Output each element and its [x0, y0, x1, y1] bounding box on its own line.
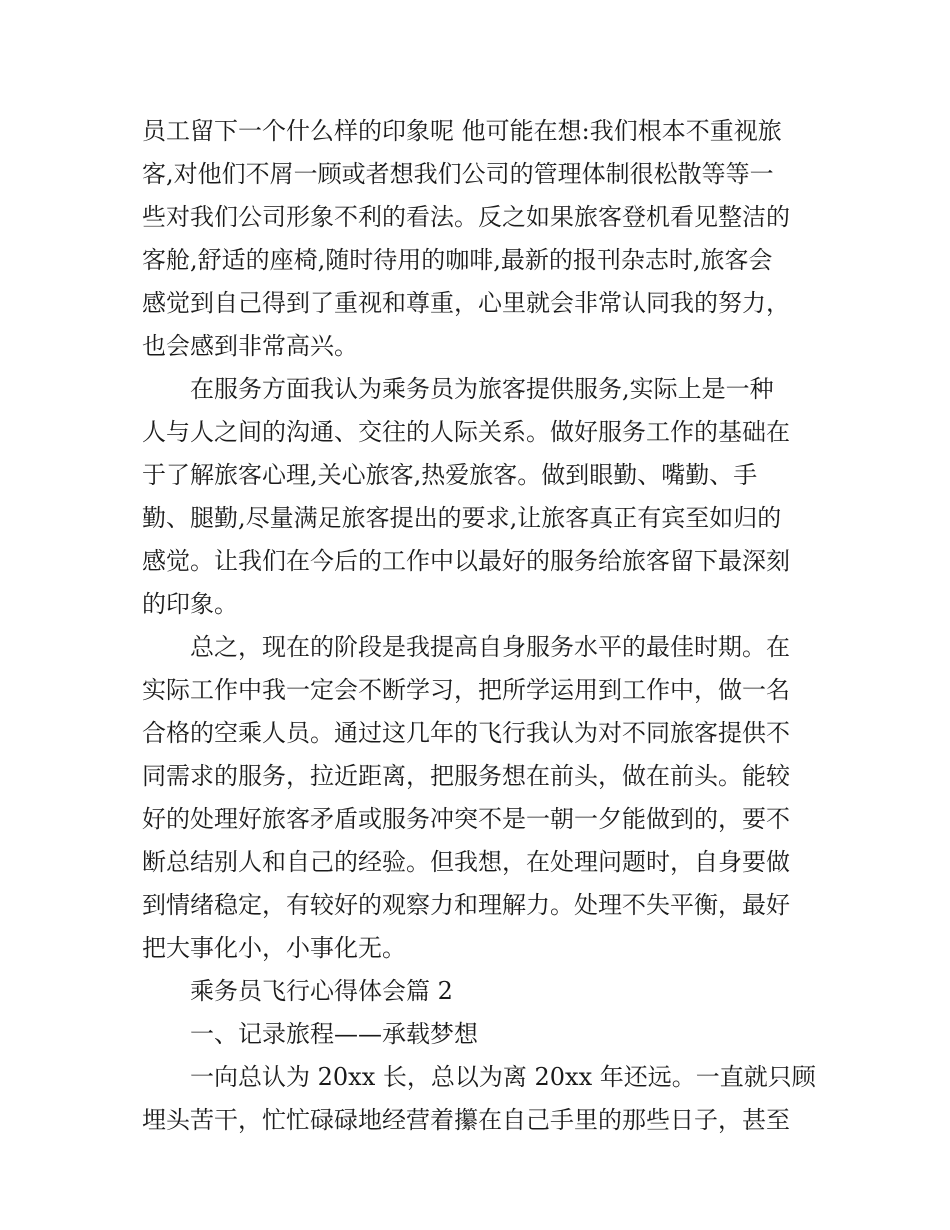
- paragraph: [142, 1013, 812, 1056]
- text-line: 员工留下一个什么样的印象呢 他可能在想:我们根本不重视旅: [142, 117, 782, 145]
- document-body: [142, 110, 816, 1142]
- text-line: 好的处理好旅客矛盾或服务冲突不是一朝一夕能做到的，要不: [142, 805, 790, 833]
- text-line: 人与人之间的沟通、交往的人际关系。做好服务工作的基础在: [142, 418, 790, 446]
- text-line: 勤、腿勤,尽量满足旅客提出的要求,让旅客真正有宾至如归的: [142, 504, 782, 532]
- text-line: 感觉。让我们在今后的工作中以最好的服务给旅客留下最深刻: [142, 547, 790, 575]
- text-line: 于了解旅客心理,关心旅客,热爱旅客。做到眼勤、嘴勤、手: [142, 461, 758, 489]
- text-line: 总之，现在的阶段是我提高自身服务水平的最佳时期。在: [190, 633, 790, 661]
- paragraph: [142, 368, 812, 626]
- text-line: 把大事化小，小事化无。: [142, 934, 406, 962]
- paragraph: [142, 110, 812, 368]
- text-line: 些对我们公司形象不利的看法。反之如果旅客登机看见整洁的: [142, 203, 790, 231]
- text-line: 乘务员飞行心得体会篇 2: [190, 977, 453, 1005]
- paragraph: [142, 626, 812, 970]
- text-line: 一向总认为 20xx 长，总以为离 20xx 年还远。一直就只顾: [190, 1063, 816, 1091]
- text-line: 客,对他们不屑一顾或者想我们公司的管理体制很松散等等一: [142, 160, 774, 188]
- text-line: 断总结别人和自己的经验。但我想，在处理问题时，自身要做: [142, 848, 790, 876]
- paragraph: [142, 1056, 816, 1142]
- text-line: 在服务方面我认为乘务员为旅客提供服务,实际上是一种: [190, 375, 774, 403]
- text-line: 感觉到自己得到了重视和尊重，心里就会非常认同我的努力，: [142, 289, 790, 317]
- text-line: 一、记录旅程——承载梦想: [190, 1020, 478, 1048]
- text-line: 也会感到非常高兴。: [142, 332, 358, 360]
- text-line: 实际工作中我一定会不断学习，把所学运用到工作中，做一名: [142, 676, 790, 704]
- text-line: 到情绪稳定，有较好的观察力和理解力。处理不失平衡，最好: [142, 891, 790, 919]
- text-line: 客舱,舒适的座椅,随时待用的咖啡,最新的报刊杂志时,旅客会: [142, 246, 773, 274]
- text-line: 同需求的服务，拉近距离，把服务想在前头，做在前头。能较: [142, 762, 790, 790]
- paragraph: [142, 970, 812, 1013]
- text-line: 合格的空乘人员。通过这几年的飞行我认为对不同旅客提供不: [142, 719, 790, 747]
- text-line: 的印象。: [142, 590, 238, 618]
- text-line: 埋头苦干，忙忙碌碌地经营着攥在自己手里的那些日子，甚至: [142, 1106, 790, 1134]
